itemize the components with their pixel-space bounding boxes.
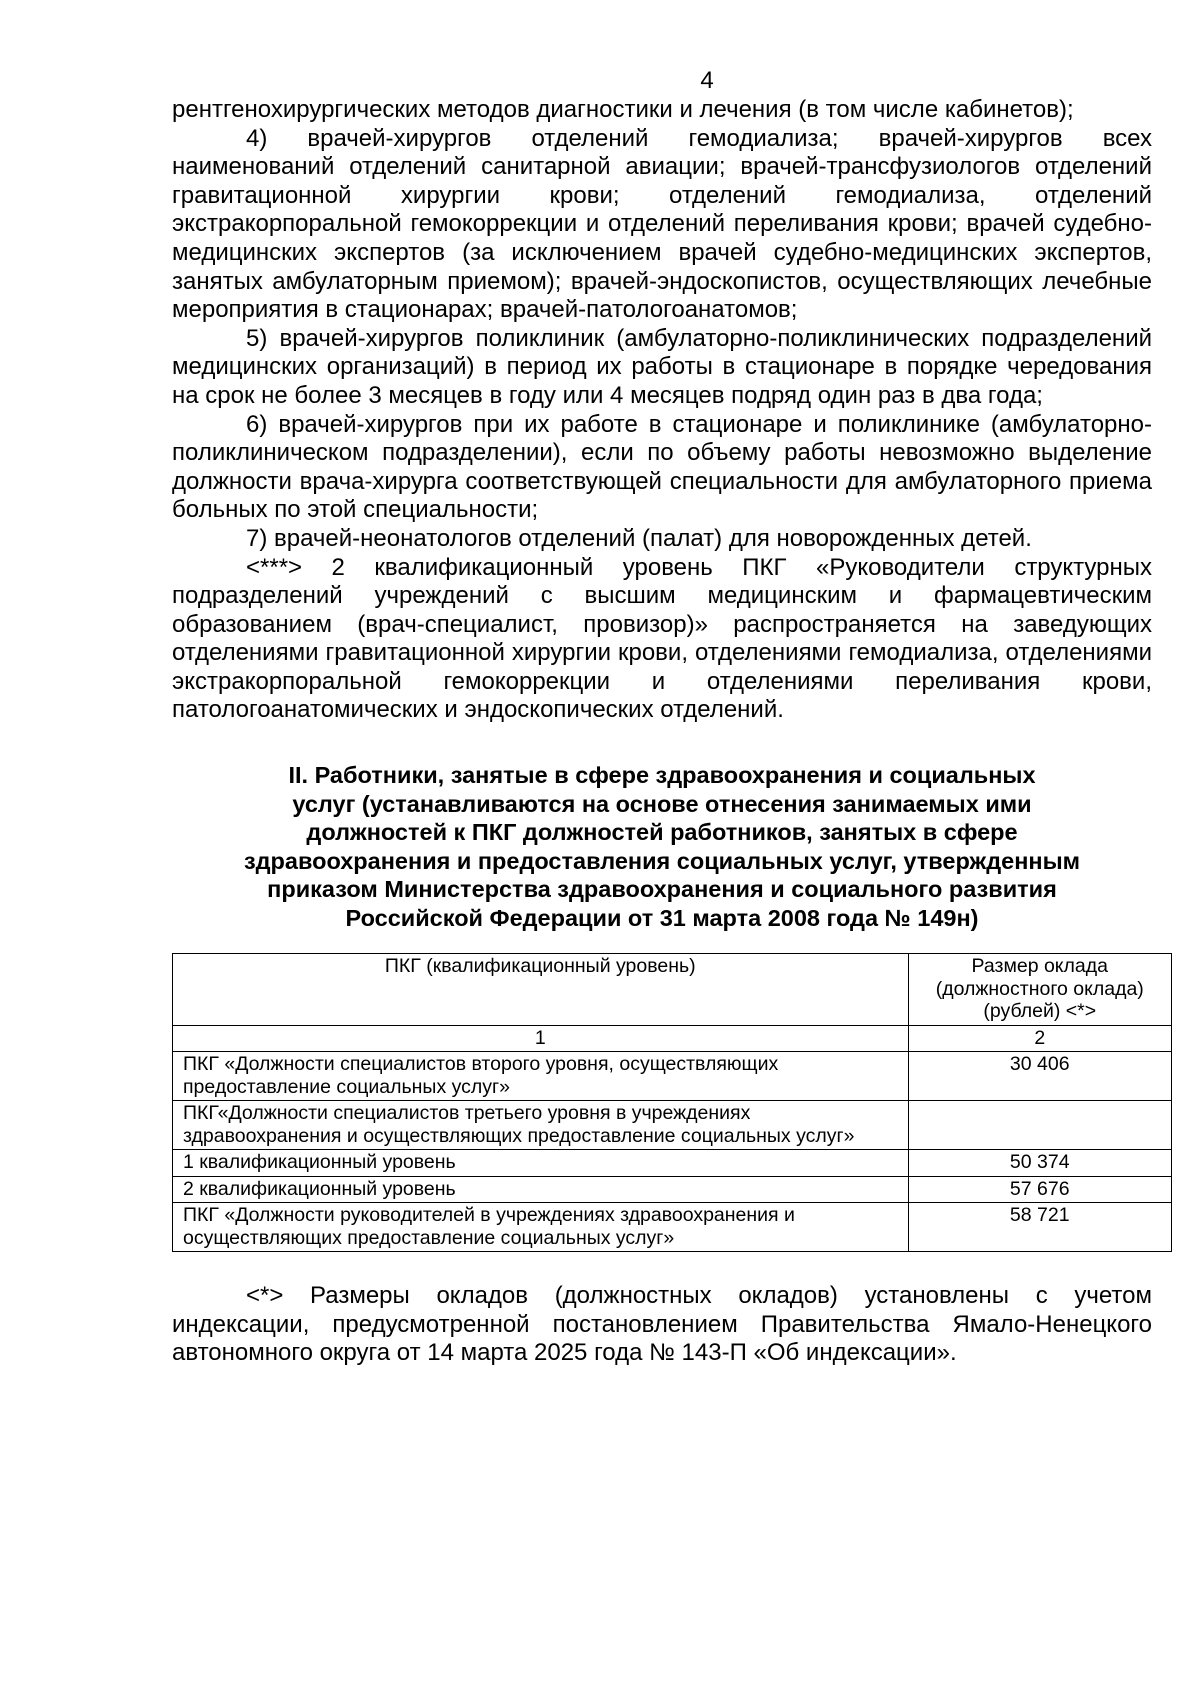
table-column-number: 1 [173,1025,909,1052]
section-heading-line: здравоохранения и предоставления социальных услуг, утвержденным [243,847,1081,874]
table-cell-label: ПКГ «Должности руководителей в учреждениях здравоохранения и осуществляющих предоставление социальных услуг» [173,1203,909,1252]
footnote [172,1282,1152,1368]
table-cell-label: 1 квалификационный уровень [173,1150,909,1177]
table-row [173,1203,1172,1252]
table-cell-value: 58 721 [908,1203,1171,1252]
section-heading-line: услуг (устанавливаются на основе отнесения занимаемых ими [292,790,1032,817]
table-column-number-row [173,1025,1172,1052]
section-heading-line: должностей к ПКГ должностей работников, занятых в сфере [306,819,1018,846]
table-row [173,1052,1172,1101]
table-cell-label: ПКГ «Должности специалистов второго уровня, осуществляющих предоставление социальных услуг» [173,1052,909,1101]
paragraph-item-7: 7) врачей-неонатологов отделений (палат) для новорожденных детей. [246,524,1032,552]
section-heading-line: приказом Министерства здравоохранения и социального развития [267,876,1057,903]
table-cell-value: 57 676 [908,1176,1171,1203]
table-row [173,1176,1172,1203]
table-cell-label: 2 квалификационный уровень [173,1176,909,1203]
table-header-cell: ПКГ (квалификационный уровень) [173,954,909,1026]
page-number: 4 [700,67,714,94]
document-page [172,66,1152,1368]
salary-table [172,953,1172,1252]
section-heading [172,761,1152,932]
table-row [173,1150,1172,1177]
paragraph-continuation: рентгенохирургических методов диагностики и лечения (в том числе кабинетов); [172,96,1074,123]
table-cell-label: ПКГ«Должности специалистов третьего уровня в учреждениях здравоохранения и осуществляющих предоставление социальных услуг» [173,1101,909,1150]
paragraph-item-6: 6) врачей-хирургов при их работе в стационаре и поликлинике (амбулаторно-поликлиническом подразделении), если по объему работы невозможно выделение должности врача-хирурга соответствующей специальности для амбулаторного приема больных по этой специальности; [172,410,1152,524]
footnote-text: <*> Размеры окладов (должностных окладов) установлены с учетом индексации, предусмотренной постановлением Правительства Ямало-Ненецкого автономного округа от 14 марта 2025 года № 143-П «Об индексации». [172,1282,1152,1367]
paragraph-item-4: 4) врачей-хирургов отделений гемодиализа; врачей-хирургов всех наименований отделений санитарной авиации; врачей-трансфузиологов отделений гравитационной хирургии крови; отделений гемодиализа, отделений экстракорпоральной гемокоррекции и отделений переливания крови; врачей судебно-медицинских экспертов (за исключением врачей судебно-медицинских экспертов, занятых амбулаторным приемом); врачей-эндоскопистов, осуществляющих лечебные мероприятия в стационарах; врачей-патологоанатомов; [172,124,1152,324]
table-header-cell: Размер оклада (должностного оклада) (рублей) <*> [908,954,1171,1026]
table-column-number: 2 [908,1025,1171,1052]
section-heading-line: II. Работники, занятые в сфере здравоохранения и социальных [288,762,1036,789]
table-cell-value [908,1101,1171,1150]
table-row [173,1101,1172,1150]
body-text [172,96,1152,725]
paragraph-item-5: 5) врачей-хирургов поликлиник (амбулаторно-поликлинических подразделений медицинских организаций) в период их работы в стационаре в порядке чередования на срок не более 3 месяцев в году или 4 месяцев подряд один раз в два года; [172,324,1152,409]
paragraph-note-triple-asterisk: <***> 2 квалификационный уровень ПКГ «Руководители структурных подразделений учреждений с высшим медицинским и фармацевтическим образованием (врач-специалист, провизор)» распространяется на заведующих отделениями гравитационной хирургии крови, отделениями гемодиализа, отделениями экстракорпоральной гемокоррекции и отделениями переливания крови, патологоанатомических и эндоскопических отделений. [172,553,1152,724]
table-header-row [173,954,1172,1026]
table-cell-value: 50 374 [908,1150,1171,1177]
table-cell-value: 30 406 [908,1052,1171,1101]
section-heading-line: Российской Федерации от 31 марта 2008 года № 149н) [345,904,979,931]
